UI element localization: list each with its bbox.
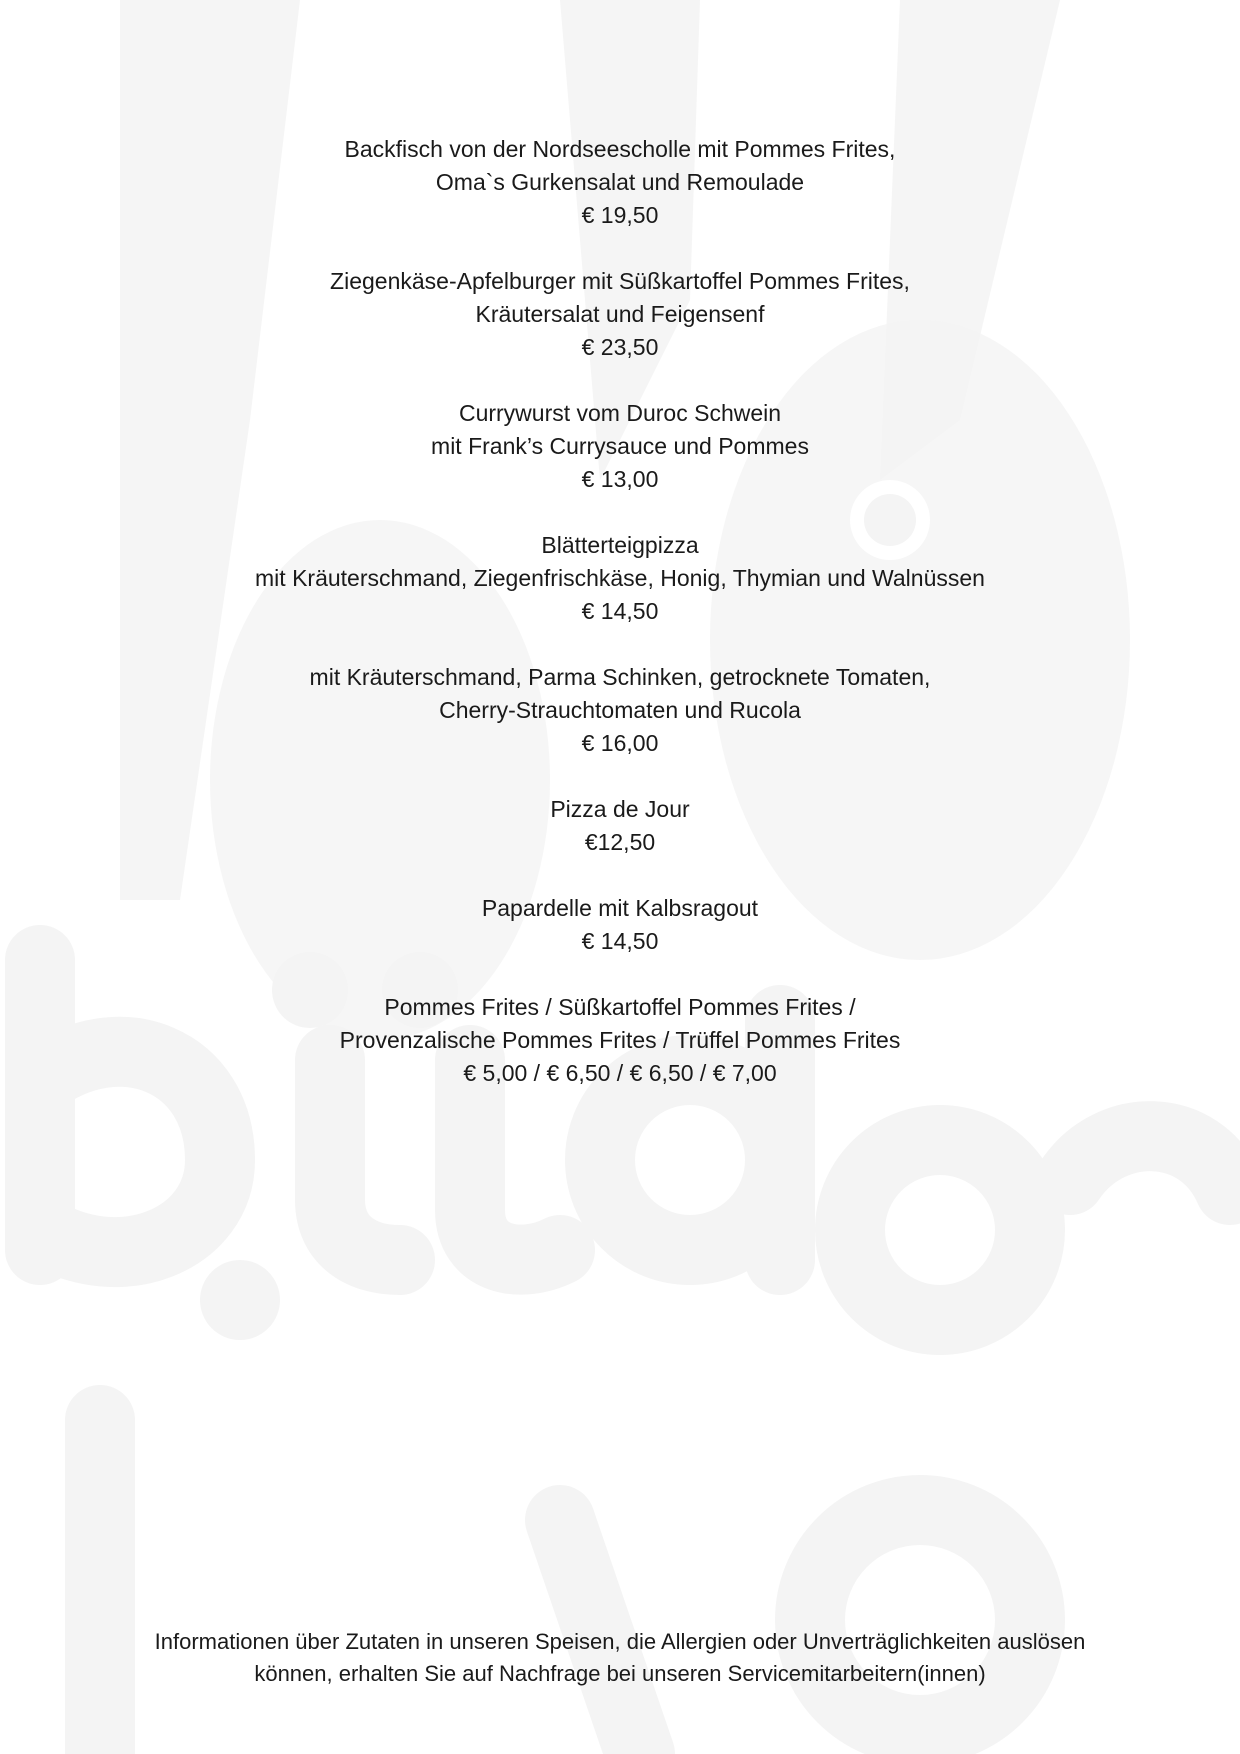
menu-item-price: € 19,50: [581, 202, 659, 228]
menu-item-price: € 23,50: [581, 334, 659, 360]
menu-item: [0, 265, 1240, 364]
menu-item: [0, 793, 1240, 859]
menu-item-description: Pizza de Jour: [550, 796, 690, 822]
menu-item-price: € 5,00 / € 6,50 / € 6,50 / € 7,00: [463, 1060, 777, 1086]
menu-item-description: Oma`s Gurkensalat und Remoulade: [435, 169, 805, 195]
menu-item-description: Provenzalische Pommes Frites / Trüffel Pommes Frites: [339, 1027, 901, 1053]
allergen-notice: [0, 1626, 1240, 1690]
menu-item: [0, 133, 1240, 232]
menu-item-description: mit Kräuterschmand, Ziegenfrischkäse, Honig, Thymian und Walnüssen: [255, 565, 985, 591]
menu-list: [0, 133, 1240, 1123]
menu-item-description: Pommes Frites / Süßkartoffel Pommes Frites /: [384, 994, 856, 1020]
menu-item-description: Ziegenkäse-Apfelburger mit Süßkartoffel Pommes Frites,: [330, 268, 910, 294]
menu-item: [0, 661, 1240, 760]
menu-item-description: Backfisch von der Nordseescholle mit Pommes Frites,: [344, 136, 896, 162]
menu-item: [0, 397, 1240, 496]
allergen-notice-line: können, erhalten Sie auf Nachfrage bei unseren Servicemitarbeitern(innen): [254, 1661, 986, 1686]
menu-item: [0, 529, 1240, 628]
menu-item-description: Cherry-Strauchtomaten und Rucola: [439, 697, 801, 723]
menu-item-price: €12,50: [584, 829, 656, 855]
menu-item-price: € 13,00: [581, 466, 659, 492]
menu-item-description: mit Frank’s Currysauce und Pommes: [431, 433, 809, 459]
menu-item-description: mit Kräuterschmand, Parma Schinken, getrocknete Tomaten,: [309, 664, 931, 690]
menu-item-description: Kräutersalat und Feigensenf: [475, 301, 765, 327]
menu-item-description: Blätterteigpizza: [541, 532, 699, 558]
menu-item: [0, 892, 1240, 958]
menu-item-price: € 16,00: [581, 730, 659, 756]
menu-item-price: € 14,50: [581, 928, 659, 954]
menu-item: [0, 991, 1240, 1090]
menu-item-description: Papardelle mit Kalbsragout: [481, 895, 759, 921]
menu-item-price: € 14,50: [581, 598, 659, 624]
allergen-notice-line: Informationen über Zutaten in unseren Speisen, die Allergien oder Unverträglichkeiten auslösen: [154, 1629, 1086, 1654]
menu-item-description: Currywurst vom Duroc Schwein: [458, 400, 782, 426]
